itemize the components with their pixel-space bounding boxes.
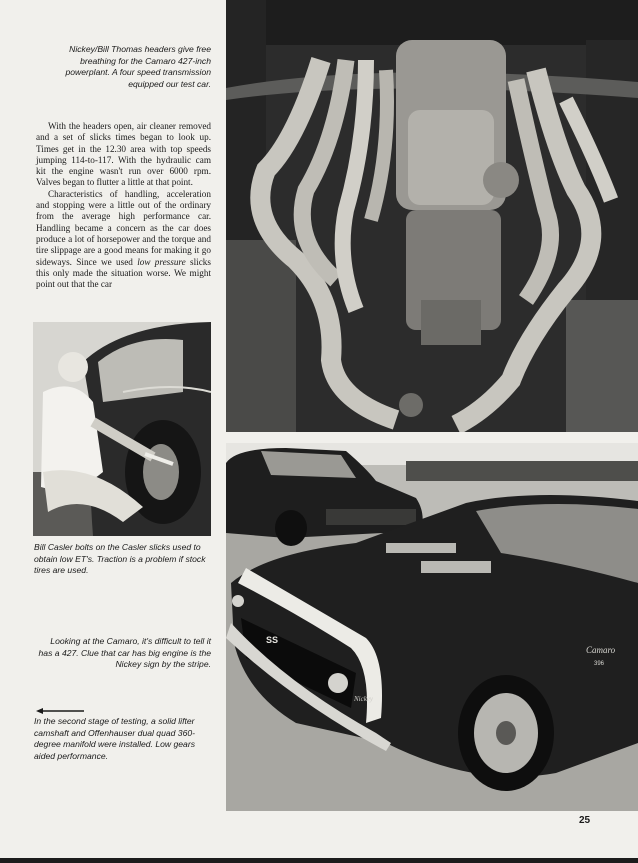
second-stage-caption: In the second stage of testing, a solid lifter camshaft and Offenhauser dual quad 360-degree manifold were installed. Low gears aided performance. [34,716,196,761]
bottom-rule [0,858,638,863]
camaro-script-text: Camaro [586,645,616,655]
article-paragraph-1: With the headers open, air cleaner removed and a set of slicks times began to look up. Times get in the 12.30 area with top speeds jumping 114-to-117. With the hydraulic cam kit the engine wasn't run over 6000 rpm. Valves began to flutter a little at that point. [36,121,211,188]
headers-photo [226,0,638,432]
camaro-sign-caption: Looking at the Camaro, it's difficult to tell it has a 427. Clue that car has big engine is the Nickey sign by the stripe. [38,636,211,669]
casler-photo [33,322,211,536]
nickey-sign-text: Nickey [354,695,374,703]
article-body [36,121,211,290]
headers-caption: Nickey/Bill Thomas headers give free breathing for the Camaro 427-inch powerplant. A four speed transmission equipped our test car. [65,44,211,89]
arrow-left-icon [36,708,84,714]
page-number: 25 [579,815,591,826]
camaro-396-text: 396 [594,661,605,667]
casler-caption: Bill Casler bolts on the Casler slicks used to obtain low ET's. Traction is a problem if stock tires are used. [34,542,206,575]
camaro-photo [226,443,638,811]
article-paragraph-2: Characteristics of handling, acceleration and stopping were a little out of the ordinary from the average high performance car. Handling became a concern as the car does produce a lot of horsepower and the torque and tire slippage are a good means for making it go sideways. Since we used low pressure slicks this only made the situation worse. We might point out that the car [36,188,211,290]
ss-badge-text: SS [266,635,279,645]
